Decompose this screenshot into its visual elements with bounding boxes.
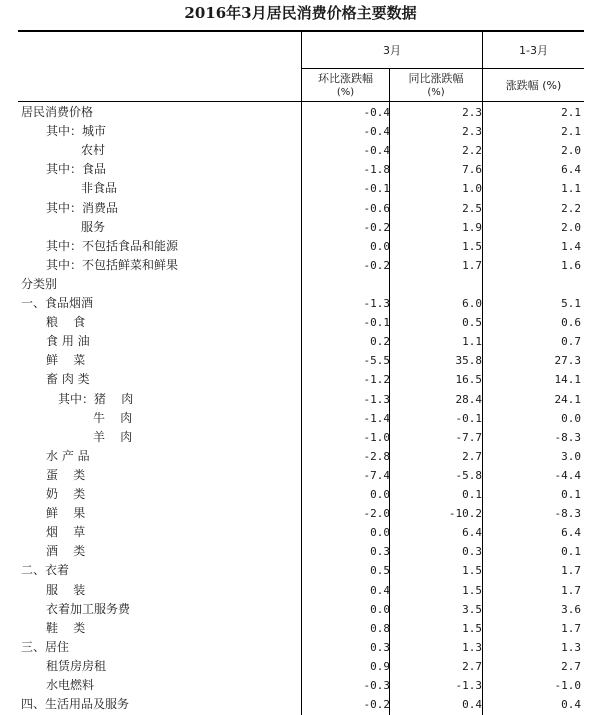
q1-value: 2.1: [561, 106, 581, 119]
table-row: [18, 390, 584, 409]
q1-value: 5.1: [561, 297, 581, 310]
table-row: [18, 199, 584, 218]
mom-value: -0.2: [363, 698, 390, 712]
mom-value: -7.4: [363, 468, 390, 482]
table-row: [18, 179, 584, 198]
table-row: [18, 294, 584, 313]
q1-value: 0.1: [561, 488, 581, 501]
header-q1: 1-3月: [519, 44, 548, 57]
yoy-value: 1.5: [462, 621, 482, 635]
yoy-value: -5.8: [455, 468, 482, 482]
row-label: 烟 草: [46, 525, 86, 540]
table-row: [18, 103, 584, 122]
yoy-value: -10.2: [448, 507, 482, 521]
yoy-value: 6.4: [462, 526, 482, 540]
row-label: 粮 食: [46, 315, 86, 330]
row-label: 服 装: [46, 582, 86, 597]
row-label: 其中：消费品: [46, 200, 119, 215]
mom-value: -1.3: [363, 297, 390, 310]
yoy-value: 2.7: [462, 449, 482, 463]
mom-value: 0.0: [370, 239, 390, 253]
mom-value: -2.0: [363, 507, 390, 521]
q1-value: 0.0: [561, 411, 581, 425]
table-row: [18, 447, 584, 466]
yoy-value: -1.3: [455, 679, 482, 692]
q1-value: 0.6: [561, 316, 581, 330]
row-label: 蛋 类: [46, 467, 86, 482]
q1-value: 1.4: [561, 239, 581, 253]
yoy-value: 1.0: [462, 182, 482, 196]
q1-value: 0.1: [561, 545, 581, 559]
q1-value: -4.4: [554, 468, 581, 482]
mom-value: 0.3: [370, 545, 390, 559]
row-label: 衣着加工服务费: [46, 601, 131, 616]
row-label: 二、衣着: [21, 563, 70, 578]
row-label: 鲜 菜: [46, 353, 86, 368]
table-row: [18, 428, 584, 447]
q1-value: 2.7: [561, 659, 581, 673]
yoy-value: 6.0: [462, 297, 482, 310]
mom-value: -0.4: [363, 144, 390, 158]
q1-value: 2.2: [561, 201, 581, 215]
yoy-value: 2.5: [462, 201, 482, 215]
yoy-value: 35.8: [455, 354, 482, 368]
table-row: [18, 561, 584, 580]
mom-value: -0.3: [363, 679, 390, 692]
mom-value: 0.3: [370, 640, 390, 654]
mom-value: 0.4: [370, 583, 390, 597]
table-row: [18, 141, 584, 160]
table-row: [18, 504, 584, 523]
page-title: 2016年3月居民消费价格主要数据: [184, 4, 417, 22]
q1-value: -8.3: [554, 430, 581, 444]
header-q1-change: 涨跌幅 (%): [505, 79, 562, 92]
row-label: 奶 类: [46, 487, 86, 501]
row-label: 其中：不包括食品和能源: [46, 238, 179, 253]
table-row: [18, 370, 584, 389]
q1-value: -8.3: [554, 507, 581, 521]
yoy-value: 1.7: [462, 258, 482, 272]
yoy-value: 2.3: [462, 106, 482, 119]
table-row: [18, 409, 584, 428]
mom-value: -2.8: [363, 449, 390, 463]
yoy-value: 3.5: [462, 602, 482, 616]
table-row: [18, 542, 584, 561]
yoy-value: 0.4: [462, 698, 482, 712]
table-row: [18, 638, 584, 657]
q1-value: 0.7: [561, 335, 581, 349]
q1-value: 3.6: [561, 602, 581, 616]
q1-value: 24.1: [554, 392, 581, 406]
table-row: [18, 657, 584, 676]
header-yoy-line1: 同比涨跌幅: [408, 72, 464, 85]
table-row: [18, 619, 584, 638]
row-label: 其中：猪 肉: [58, 391, 134, 406]
yoy-value: 7.6: [462, 163, 482, 177]
mom-value: -0.4: [363, 106, 390, 119]
q1-value: 3.0: [561, 449, 581, 463]
row-label: 鞋 类: [46, 620, 86, 635]
q1-value: -1.0: [554, 679, 581, 692]
row-label: 租赁房房租: [46, 658, 107, 673]
mom-value: -1.8: [363, 163, 390, 177]
table-row: [18, 695, 584, 714]
row-label: 三、居住: [21, 639, 70, 654]
yoy-value: 2.3: [462, 125, 482, 139]
mom-value: -1.0: [363, 430, 390, 444]
row-label: 其中：食品: [46, 162, 107, 177]
table-row: [18, 485, 584, 504]
q1-value: 1.3: [561, 640, 581, 654]
mom-value: 0.0: [370, 526, 390, 540]
mom-value: -0.4: [363, 125, 390, 139]
table-row: [18, 160, 584, 179]
table-row: [18, 218, 584, 237]
yoy-value: 16.5: [455, 373, 482, 387]
row-label: 分类别: [21, 276, 58, 291]
row-label: 牛 肉: [93, 410, 133, 425]
mom-value: -0.6: [363, 201, 390, 215]
row-label: 酒 类: [46, 544, 86, 559]
row-label: 非食品: [81, 181, 118, 196]
mom-value: -0.2: [363, 220, 390, 234]
table-row: [18, 275, 584, 294]
mom-value: -5.5: [363, 354, 390, 368]
mom-value: 0.9: [370, 659, 390, 673]
row-label: 食 用 油: [46, 334, 90, 349]
q1-value: 2.1: [561, 125, 581, 139]
header-bottom-rule: [18, 101, 584, 102]
row-label: 鲜 果: [46, 506, 86, 521]
mom-value: -0.2: [363, 258, 390, 272]
q1-value: 0.4: [561, 698, 581, 712]
header-yoy-line2: (%): [427, 87, 445, 98]
mom-value: -0.1: [363, 182, 390, 196]
q1-value: 1.6: [561, 258, 581, 272]
yoy-value: 1.5: [462, 564, 482, 578]
table-row: [18, 332, 584, 351]
q1-value: 1.7: [561, 564, 581, 578]
table-row: [18, 600, 584, 619]
row-label: 农村: [81, 143, 106, 158]
mom-value: -1.3: [363, 392, 390, 406]
mom-value: 0.0: [370, 488, 390, 501]
table-row: [18, 676, 584, 695]
cpi-table: [18, 30, 584, 715]
row-label: 其中：城市: [46, 124, 107, 139]
mom-value: 0.2: [370, 335, 390, 349]
yoy-value: -0.1: [455, 411, 482, 425]
yoy-value: 1.3: [462, 640, 482, 654]
table-row: [18, 581, 584, 600]
row-label: 其中：不包括鲜菜和鲜果: [46, 257, 179, 272]
row-label: 一、食品烟酒: [21, 296, 94, 310]
mom-value: 0.0: [370, 602, 390, 616]
q1-value: 2.0: [561, 220, 581, 234]
q1-value: 2.0: [561, 144, 581, 158]
mom-value: -1.4: [363, 411, 390, 425]
table-row: [18, 237, 584, 256]
table-row: [18, 122, 584, 141]
table-row: [18, 256, 584, 275]
header-march: 3月: [383, 44, 401, 57]
q1-value: 6.4: [561, 526, 581, 540]
yoy-value: 0.5: [462, 316, 482, 330]
q1-value: 1.1: [561, 182, 581, 196]
mom-value: 0.5: [370, 564, 390, 578]
table-row: [18, 466, 584, 485]
row-label: 羊 肉: [93, 429, 133, 444]
q1-value: 6.4: [561, 163, 581, 177]
mom-value: -1.2: [363, 373, 390, 387]
mom-value: 0.8: [370, 621, 390, 635]
q1-value: 1.7: [561, 583, 581, 597]
yoy-value: 2.7: [462, 659, 482, 673]
row-label: 四、生活用品及服务: [21, 697, 130, 712]
header-mom-line2: (%): [336, 87, 355, 98]
row-label: 居民消费价格: [21, 105, 94, 119]
table-row: [18, 313, 584, 332]
mom-value: -0.1: [363, 316, 390, 330]
yoy-value: 1.5: [462, 239, 482, 253]
yoy-value: 1.9: [462, 220, 482, 234]
row-label: 畜 肉 类: [46, 372, 90, 387]
table-row: [18, 351, 584, 370]
table-row: [18, 523, 584, 542]
row-label: 服务: [81, 219, 106, 234]
yoy-value: 2.2: [462, 144, 482, 158]
header-group-rule: [301, 68, 584, 69]
q1-value: 27.3: [554, 354, 581, 368]
q1-value: 1.7: [561, 621, 581, 635]
yoy-value: 0.1: [462, 488, 482, 501]
header-mom-line1: 环比涨跌幅: [318, 72, 373, 85]
yoy-value: 0.3: [462, 545, 482, 559]
yoy-value: 1.5: [462, 583, 482, 597]
row-label: 水 产 品: [46, 448, 90, 463]
yoy-value: -7.7: [455, 430, 482, 444]
row-label: 水电燃料: [46, 678, 95, 692]
yoy-value: 1.1: [462, 335, 482, 349]
yoy-value: 28.4: [455, 392, 482, 406]
q1-value: 14.1: [554, 373, 581, 387]
